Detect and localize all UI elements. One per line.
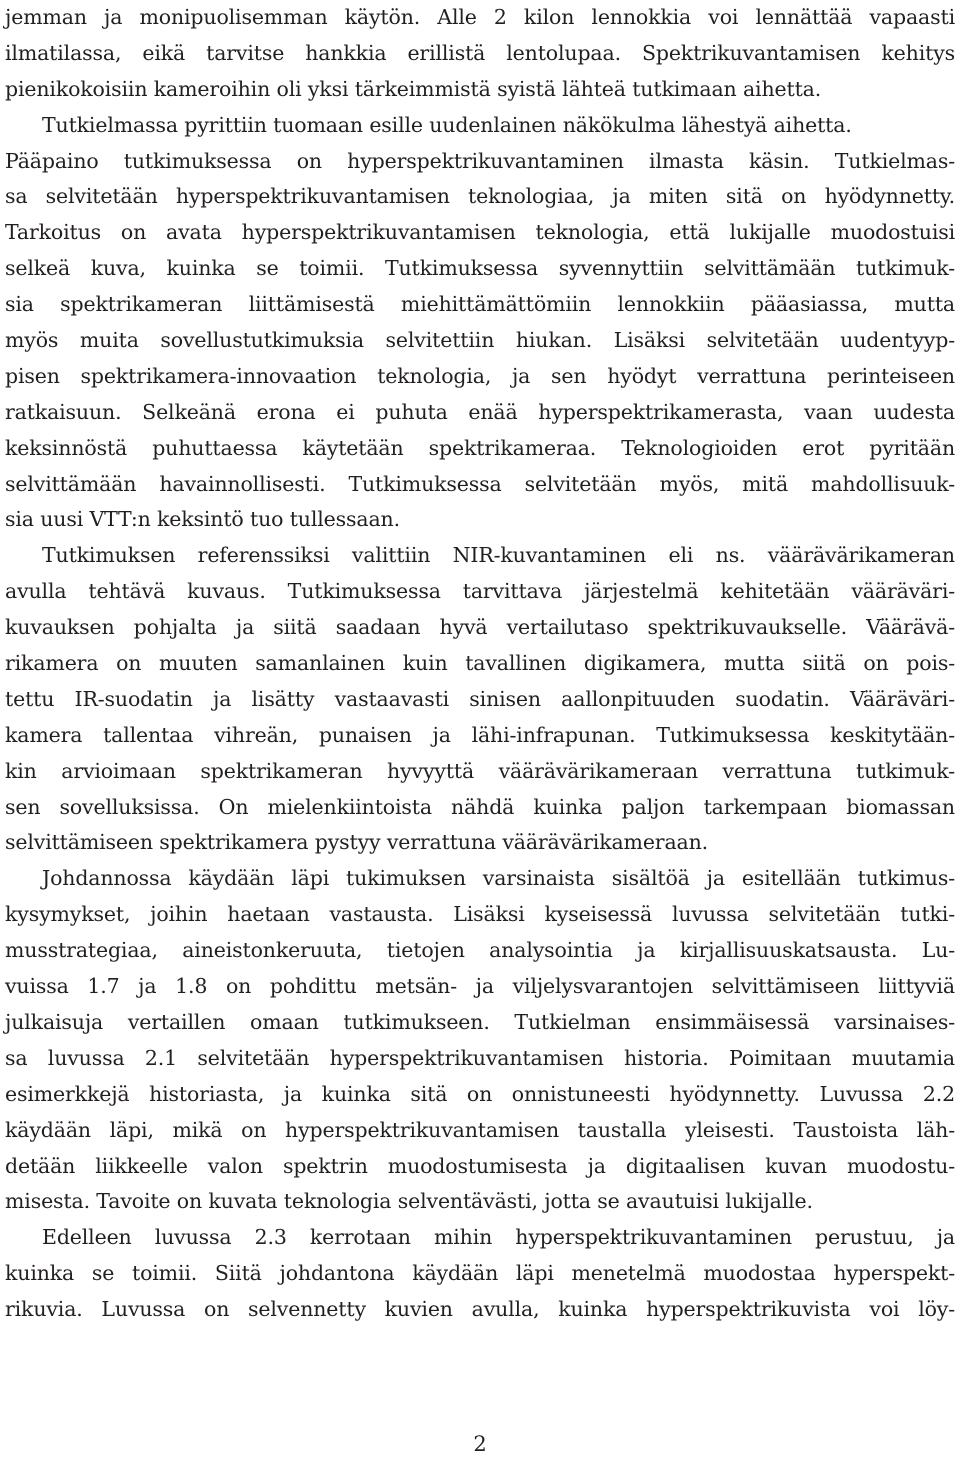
text-line: Johdannossa käydään läpi tukimuksen varsinaista sisältöä ja esitellään tutkimus- xyxy=(42,866,955,891)
body-text xyxy=(5,0,955,1328)
text-line: esimerkkejä historiasta, ja kuinka sitä on onnistuneesti hyödynnetty. Luvussa 2.2 xyxy=(5,1081,955,1106)
text-line: misesta. Tavoite on kuvata teknologia selventävästi, jotta se avautuisi lukijalle. xyxy=(5,1189,813,1214)
text-line: avulla tehtävä kuvaus. Tutkimuksessa tarvittava järjestelmä kehitetään vääräväri- xyxy=(5,579,955,604)
text-line: myös muita sovellustutkimuksia selvitettiin hiukan. Lisäksi selvitetään uudentyyp- xyxy=(5,328,955,353)
text-line: ilmatilassa, eikä tarvitse hankkia erillistä lentolupaa. Spektrikuvantamisen kehitys xyxy=(5,40,955,65)
text-line: pienikokoisiin kameroihin oli yksi tärkeimmistä syistä lähteä tutkimaan aihetta. xyxy=(5,76,822,101)
text-line: kin arvioimaan spektrikameran hyvyyttä väärävärikameraan verrattuna tutkimuk- xyxy=(5,758,955,783)
text-line: keksinnöstä puhuttaessa käytetään spektrikameraa. Teknologioiden erot pyritään xyxy=(5,435,955,460)
text-line: detään liikkeelle valon spektrin muodostumisesta ja digitaalisen kuvan muodostu- xyxy=(5,1153,955,1178)
text-line: kysymykset, joihin haetaan vastausta. Lisäksi kyseisessä luvussa selvitetään tutki- xyxy=(5,902,955,927)
text-line: pisen spektrikamera-innovaation teknologia, ja sen hyödyt verrattuna perinteiseen xyxy=(5,363,955,388)
text-line: musstrategiaa, aineistonkeruuta, tietojen analysointia ja kirjallisuuskatsausta. Lu- xyxy=(5,938,955,963)
text-line: sa selvitetään hyperspektrikuvantamisen teknologiaa, ja miten sitä on hyödynnetty. xyxy=(5,184,955,209)
text-line: Tarkoitus on avata hyperspektrikuvantamisen teknologia, että lukijalle muodostuisi xyxy=(5,220,955,245)
text-line: ratkaisuun. Selkeänä erona ei puhuta enää hyperspektrikamerasta, vaan uudesta xyxy=(5,399,955,424)
text-line: sen sovelluksissa. On mielenkiintoista nähdä kuinka paljon tarkempaan biomassan xyxy=(5,794,955,819)
text-line: kuvauksen pohjalta ja siitä saadaan hyvä vertailutaso spektrikuvaukselle. Väärävä- xyxy=(5,615,955,640)
text-line: jemman ja monipuolisemman käytön. Alle 2 kilon lennokkia voi lennättää vapaasti xyxy=(5,5,955,29)
text-line: sia spektrikameran liittämisestä miehittämättömiin lennokkiin pääasiassa, mutta xyxy=(5,292,955,317)
text-line: sia uusi VTT:n keksintö tuo tullessaan. xyxy=(5,507,400,532)
text-line: Tutkimuksen referenssiksi valittiin NIR-kuvantaminen eli ns. väärävärikameran xyxy=(42,543,955,568)
text-line: Edelleen luvussa 2.3 kerrotaan mihin hyperspektrikuvantaminen perustuu, ja xyxy=(42,1225,955,1250)
text-line: Tutkielmassa pyrittiin tuomaan esille uudenlainen näkökulma lähestyä aihetta. xyxy=(42,112,852,137)
text-line: kamera tallentaa vihreän, punaisen ja lähi-infrapunan. Tutkimuksessa keskitytään- xyxy=(5,722,955,747)
text-line: Pääpaino tutkimuksessa on hyperspektrikuvantaminen ilmasta käsin. Tutkielmas- xyxy=(5,148,955,173)
text-line: käydään läpi, mikä on hyperspektrikuvantamisen taustalla yleisesti. Taustoista läh- xyxy=(5,1117,955,1142)
page-number: 2 xyxy=(473,1432,487,1456)
text-line: rikuvia. Luvussa on selvennetty kuvien avulla, kuinka hyperspektrikuvista voi löy- xyxy=(5,1297,955,1322)
text-line: tettu IR-suodatin ja lisätty vastaavasti sinisen aallonpituuden suodatin. Vääräväri- xyxy=(5,686,955,711)
text-line: selvittämiseen spektrikamera pystyy verrattuna väärävärikameraan. xyxy=(5,830,709,855)
text-line: kuinka se toimii. Siitä johdantona käydään läpi menetelmä muodostaa hyperspekt- xyxy=(5,1261,955,1286)
text-line: selkeä kuva, kuinka se toimii. Tutkimuksessa syvennyttiin selvittämään tutkimuk- xyxy=(5,256,955,281)
text-line: sa luvussa 2.1 selvitetään hyperspektrikuvantamisen historia. Poimitaan muutamia xyxy=(5,1045,955,1070)
text-line: julkaisuja vertaillen omaan tutkimukseen. Tutkielman ensimmäisessä varsinaises- xyxy=(5,1009,955,1034)
text-line: selvittämään havainnollisesti. Tutkimuksessa selvitetään myös, mitä mahdollisuuk- xyxy=(5,471,955,496)
text-line: rikamera on muuten samanlainen kuin tavallinen digikamera, mutta siitä on pois- xyxy=(5,651,955,676)
text-line: vuissa 1.7 ja 1.8 on pohdittu metsän- ja viljelysvarantojen selvittämiseen liittyviä xyxy=(5,974,955,999)
